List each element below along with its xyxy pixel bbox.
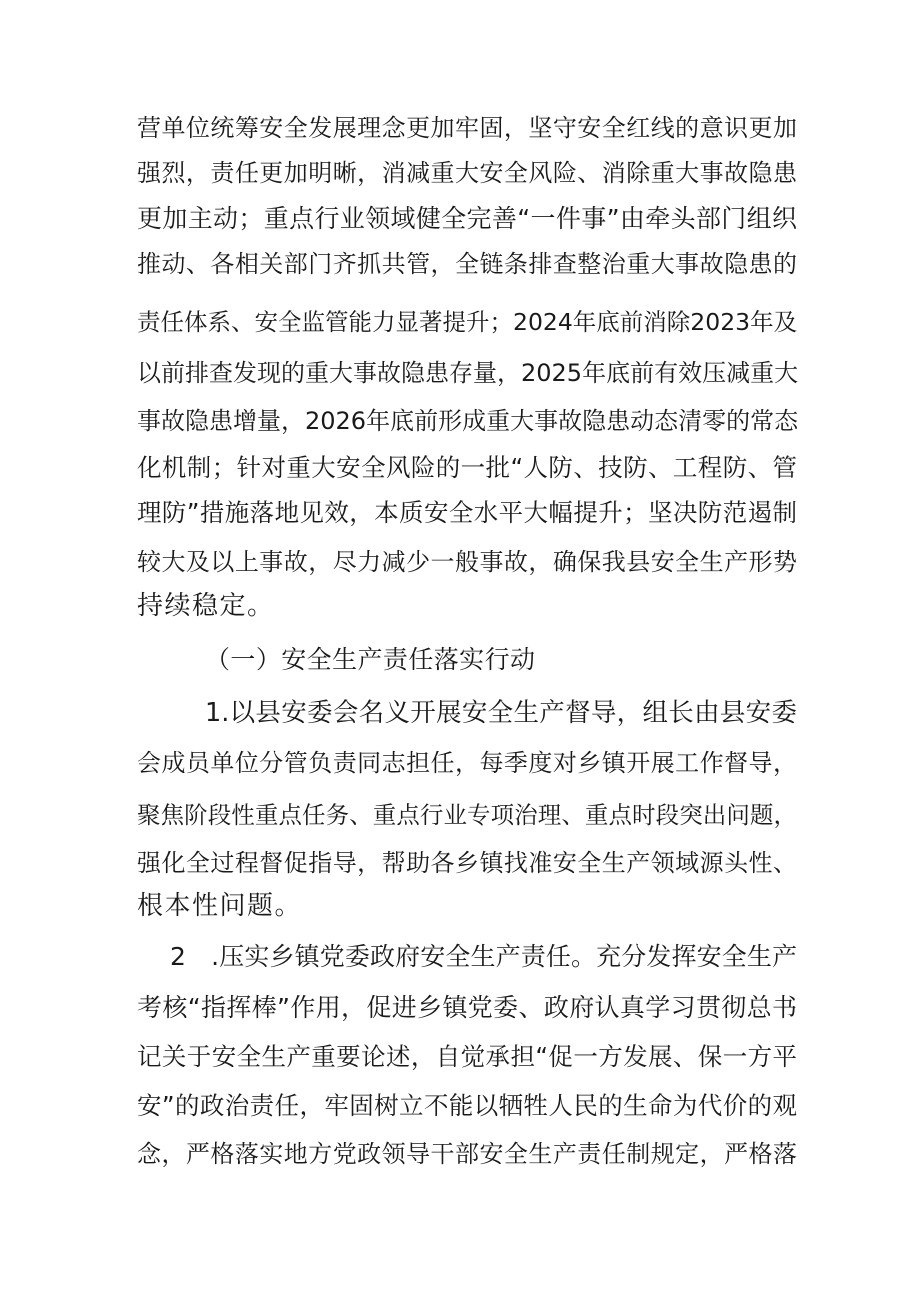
paragraph-line: 化机制；针对重大安全风险的一批“人防、技防、工程防、管 (137, 453, 797, 482)
paragraph-line: 营单位统筹安全发展理念更加牢固，坚守安全红线的意识更加 (137, 114, 797, 142)
paragraph-line: 聚焦阶段性重点任务、重点行业专项治理、重点时段突出问题， (137, 801, 797, 829)
paragraph-line: 强烈，责任更加明晰，消减重大安全风险、消除重大事故隐患 (137, 159, 797, 187)
paragraph-line: 考核“指挥棒”作用，促进乡镇党委、政府认真学习贯彻总书 (137, 993, 797, 1022)
paragraph-line: 持续稳定。 (137, 591, 275, 621)
paragraph-line: 较大及以上事故，尽力减少一般事故，确保我县安全生产形势 (137, 548, 797, 576)
paragraph-line: 2 .压实乡镇党委政府安全生产责任。充分发挥安全生产 (170, 942, 797, 971)
paragraph-line: 念，严格落实地方党政领导干部安全生产责任制规定，严格落 (137, 1140, 797, 1168)
paragraph-line: 更加主动；重点行业领域健全完善“一件事”由牵头部门组织 (137, 204, 797, 233)
paragraph-line: 根本性问题。 (137, 891, 303, 921)
paragraph-line: 记关于安全生产重要论述，自觉承担“促一方发展、保一方平 (137, 1042, 797, 1071)
paragraph-line: 理防”措施落地见效，本质安全水平大幅提升；坚决防范遏制 (137, 498, 797, 527)
paragraph-line: 会成员单位分管负责同志担任，每季度对乡镇开展工作督导， (137, 749, 797, 777)
paragraph-line: 强化全过程督促指导，帮助各乡镇找准安全生产领域源头性、 (137, 849, 797, 877)
paragraph-line: 安”的政治责任，牢固树立不能以牺牲人民的生命为代价的观 (137, 1091, 797, 1120)
paragraph-line: 事故隐患增量，2026年底前形成重大事故隐患动态清零的常态 (137, 407, 799, 435)
paragraph-line: 以前排查发现的重大事故隐患存量，2025年底前有效压减重大 (137, 359, 799, 387)
paragraph-line: 责任体系、安全监管能力显著提升；2024年底前消除2023年及 (137, 308, 798, 336)
section-heading: （一）安全生产责任落实行动 (205, 645, 535, 674)
paragraph-line: 推动、各相关部门齐抓共管，全链条排查整治重大事故隐患的 (137, 250, 797, 278)
paragraph-line: 1.以县安委会名义开展安全生产督导，组长由县安委 (205, 698, 797, 728)
